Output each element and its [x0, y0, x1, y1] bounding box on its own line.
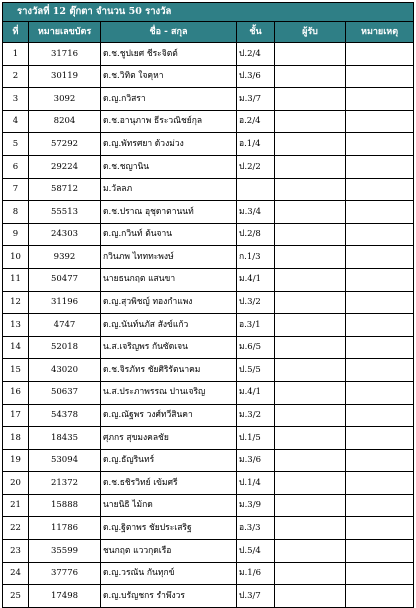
table-row: [3, 540, 414, 563]
col-header-name: ชื่อ - สกุล: [101, 22, 237, 43]
row-class: ป.5/4: [237, 540, 275, 563]
row-name: ด.ญ.บรัญชกร รำพึงวร: [101, 585, 237, 608]
prize-title: รางวัลที่ 12 ตุ๊กตา จำนวน 50 รางวัล: [3, 3, 414, 22]
row-card-number: 57292: [29, 133, 101, 156]
row-card-number: 31196: [29, 291, 101, 314]
row-note: [346, 88, 414, 111]
row-no: 20: [3, 472, 29, 495]
row-name: น.ส.ประภาพรรณ ปานเจริญ: [101, 381, 237, 404]
row-card-number: 24303: [29, 223, 101, 246]
row-no: 2: [3, 65, 29, 88]
row-class: ม.4/1: [237, 381, 275, 404]
col-header-class: ชั้น: [237, 22, 275, 43]
prize-table: [2, 2, 414, 608]
row-note: [346, 381, 414, 404]
row-receiver: [275, 268, 346, 291]
row-no: 14: [3, 336, 29, 359]
row-card-number: 52018: [29, 336, 101, 359]
row-no: 6: [3, 155, 29, 178]
row-no: 13: [3, 314, 29, 337]
row-class: อ.1/4: [237, 133, 275, 156]
row-name: ด.ญ.นันท์นภัส สังข์แก้ว: [101, 314, 237, 337]
row-class: ป.3/7: [237, 585, 275, 608]
row-name: ด.ช.ปราณ อุชุดาตานนท์: [101, 201, 237, 224]
table-row: [3, 517, 414, 540]
row-card-number: 9392: [29, 246, 101, 269]
row-card-number: 54378: [29, 404, 101, 427]
row-name: ด.ญ.สุวพิชญ์ ทองกำแพง: [101, 291, 237, 314]
row-name: ด.ญ.ธัญรินทร์: [101, 449, 237, 472]
row-card-number: 29224: [29, 155, 101, 178]
row-name: ด.ญ.ฐิตาพร ชัยประเสริฐ: [101, 517, 237, 540]
row-card-number: 15888: [29, 494, 101, 517]
row-name: ม.วัลลภ: [101, 178, 237, 201]
row-name: ด.ช.ชญานิน: [101, 155, 237, 178]
row-note: [346, 404, 414, 427]
row-card-number: 37776: [29, 562, 101, 585]
row-receiver: [275, 404, 346, 427]
row-note: [346, 43, 414, 66]
row-card-number: 11786: [29, 517, 101, 540]
table-row: [3, 336, 414, 359]
row-class: ป.5/5: [237, 359, 275, 382]
row-note: [346, 585, 414, 608]
table-row: [3, 562, 414, 585]
row-receiver: [275, 517, 346, 540]
col-header-note: หมายเหตุ: [346, 22, 414, 43]
row-note: [346, 540, 414, 563]
row-receiver: [275, 427, 346, 450]
row-note: [346, 472, 414, 495]
row-class: ม.3/2: [237, 404, 275, 427]
table-row: [3, 246, 414, 269]
row-receiver: [275, 449, 346, 472]
row-no: 9: [3, 223, 29, 246]
row-card-number: 8204: [29, 110, 101, 133]
table-row: [3, 291, 414, 314]
row-class: ก.1/3: [237, 246, 275, 269]
row-note: [346, 314, 414, 337]
row-note: [346, 246, 414, 269]
row-name: กวินภพ ไทททะพงษ์: [101, 246, 237, 269]
row-class: ป.1/4: [237, 472, 275, 495]
row-note: [346, 110, 414, 133]
row-name: ด.ญ.วรณัน กันทุกข์: [101, 562, 237, 585]
row-note: [346, 494, 414, 517]
row-receiver: [275, 178, 346, 201]
row-receiver: [275, 223, 346, 246]
row-receiver: [275, 472, 346, 495]
row-class: ป.1/5: [237, 427, 275, 450]
row-name: น.ส.เจริญพร กันซัดเจน: [101, 336, 237, 359]
row-no: 8: [3, 201, 29, 224]
table-row: [3, 223, 414, 246]
row-no: 3: [3, 88, 29, 111]
table-row: [3, 359, 414, 382]
table-row: [3, 449, 414, 472]
row-note: [346, 201, 414, 224]
row-name: นายนิธิ ไม้กด: [101, 494, 237, 517]
row-class: อ.2/4: [237, 110, 275, 133]
row-class: ม.3/7: [237, 88, 275, 111]
row-card-number: 18435: [29, 427, 101, 450]
row-name: ด.ช.อานุภาพ ธีระวณิชย์กุล: [101, 110, 237, 133]
row-receiver: [275, 336, 346, 359]
row-name: ด.ญ.กวิสรา: [101, 88, 237, 111]
row-class: ป.2/2: [237, 155, 275, 178]
row-no: 23: [3, 540, 29, 563]
row-class: ม.3/9: [237, 494, 275, 517]
table-row: [3, 472, 414, 495]
row-class: ม.4/1: [237, 268, 275, 291]
table-row: [3, 427, 414, 450]
row-receiver: [275, 43, 346, 66]
row-name: ด.ญ.ณัฐพร วงศ์ทวีสินคา: [101, 404, 237, 427]
row-no: 19: [3, 449, 29, 472]
row-class: ม.3/4: [237, 201, 275, 224]
row-receiver: [275, 291, 346, 314]
table-row: [3, 201, 414, 224]
table-row: [3, 178, 414, 201]
row-card-number: 50477: [29, 268, 101, 291]
row-class: ม.6/5: [237, 336, 275, 359]
table-row: [3, 133, 414, 156]
row-name: นายธนกฤต แสนขา: [101, 268, 237, 291]
row-card-number: 55513: [29, 201, 101, 224]
row-name: ด.ญ.กวินท์ ต้นจาน: [101, 223, 237, 246]
row-no: 1: [3, 43, 29, 66]
table-row: [3, 314, 414, 337]
row-no: 12: [3, 291, 29, 314]
row-receiver: [275, 494, 346, 517]
row-no: 18: [3, 427, 29, 450]
table-row: [3, 43, 414, 66]
row-card-number: 35599: [29, 540, 101, 563]
row-class: ป.2/8: [237, 223, 275, 246]
row-receiver: [275, 562, 346, 585]
table-row: [3, 381, 414, 404]
row-card-number: 3092: [29, 88, 101, 111]
row-receiver: [275, 201, 346, 224]
row-no: 15: [3, 359, 29, 382]
row-receiver: [275, 585, 346, 608]
table-row: [3, 404, 414, 427]
row-note: [346, 359, 414, 382]
row-no: 21: [3, 494, 29, 517]
row-card-number: 31716: [29, 43, 101, 66]
table-body: [3, 43, 414, 608]
row-note: [346, 268, 414, 291]
row-no: 16: [3, 381, 29, 404]
table-row: [3, 155, 414, 178]
row-note: [346, 223, 414, 246]
row-card-number: 21372: [29, 472, 101, 495]
row-name: ชนกฤต แววกุดเรือ: [101, 540, 237, 563]
row-receiver: [275, 540, 346, 563]
row-receiver: [275, 246, 346, 269]
row-note: [346, 133, 414, 156]
row-note: [346, 155, 414, 178]
row-card-number: 50637: [29, 381, 101, 404]
table-row: [3, 494, 414, 517]
row-class: ป.3/6: [237, 65, 275, 88]
row-receiver: [275, 65, 346, 88]
table-row: [3, 110, 414, 133]
row-name: ด.ช.จิรภัทร ชัยศิริรัตนาคม: [101, 359, 237, 382]
table-row: [3, 268, 414, 291]
table-row: [3, 65, 414, 88]
row-no: 25: [3, 585, 29, 608]
row-card-number: 58712: [29, 178, 101, 201]
row-card-number: 30119: [29, 65, 101, 88]
row-card-number: 43020: [29, 359, 101, 382]
table-row: [3, 585, 414, 608]
row-note: [346, 291, 414, 314]
header-row: [3, 22, 414, 43]
col-header-no: ที่: [3, 22, 29, 43]
row-name: ด.ช.ธชิรวิทย์ เข้มศรี: [101, 472, 237, 495]
row-name: ด.ญ.พัทรศยา ด้วงม่วง: [101, 133, 237, 156]
row-card-number: 4747: [29, 314, 101, 337]
col-header-receiver: ผู้รับ: [275, 22, 346, 43]
row-no: 22: [3, 517, 29, 540]
row-class: ม.1/6: [237, 562, 275, 585]
row-no: 10: [3, 246, 29, 269]
row-card-number: 53094: [29, 449, 101, 472]
row-class: อ.3/3: [237, 517, 275, 540]
row-class: ป.2/4: [237, 43, 275, 66]
row-no: 7: [3, 178, 29, 201]
row-note: [346, 449, 414, 472]
row-note: [346, 562, 414, 585]
row-note: [346, 178, 414, 201]
row-name: ด.ช.วิทิต ใจคุหา: [101, 65, 237, 88]
row-name: ศุภกร สุขมงคลชัย: [101, 427, 237, 450]
row-note: [346, 65, 414, 88]
row-no: 17: [3, 404, 29, 427]
row-name: ด.ช.ชูปเยศ ชีระจิตต์: [101, 43, 237, 66]
row-class: ป.3/2: [237, 291, 275, 314]
row-receiver: [275, 359, 346, 382]
row-receiver: [275, 314, 346, 337]
row-note: [346, 517, 414, 540]
row-receiver: [275, 155, 346, 178]
table-row: [3, 88, 414, 111]
row-card-number: 17498: [29, 585, 101, 608]
row-no: 24: [3, 562, 29, 585]
row-no: 11: [3, 268, 29, 291]
row-receiver: [275, 88, 346, 111]
row-no: 4: [3, 110, 29, 133]
row-receiver: [275, 110, 346, 133]
row-note: [346, 427, 414, 450]
row-receiver: [275, 381, 346, 404]
row-class: อ.3/1: [237, 314, 275, 337]
row-note: [346, 336, 414, 359]
banner-row: [3, 3, 414, 22]
row-receiver: [275, 133, 346, 156]
row-no: 5: [3, 133, 29, 156]
row-class: ม.3/6: [237, 449, 275, 472]
row-class: [237, 178, 275, 201]
col-header-number: หมายเลขบัตร: [29, 22, 101, 43]
